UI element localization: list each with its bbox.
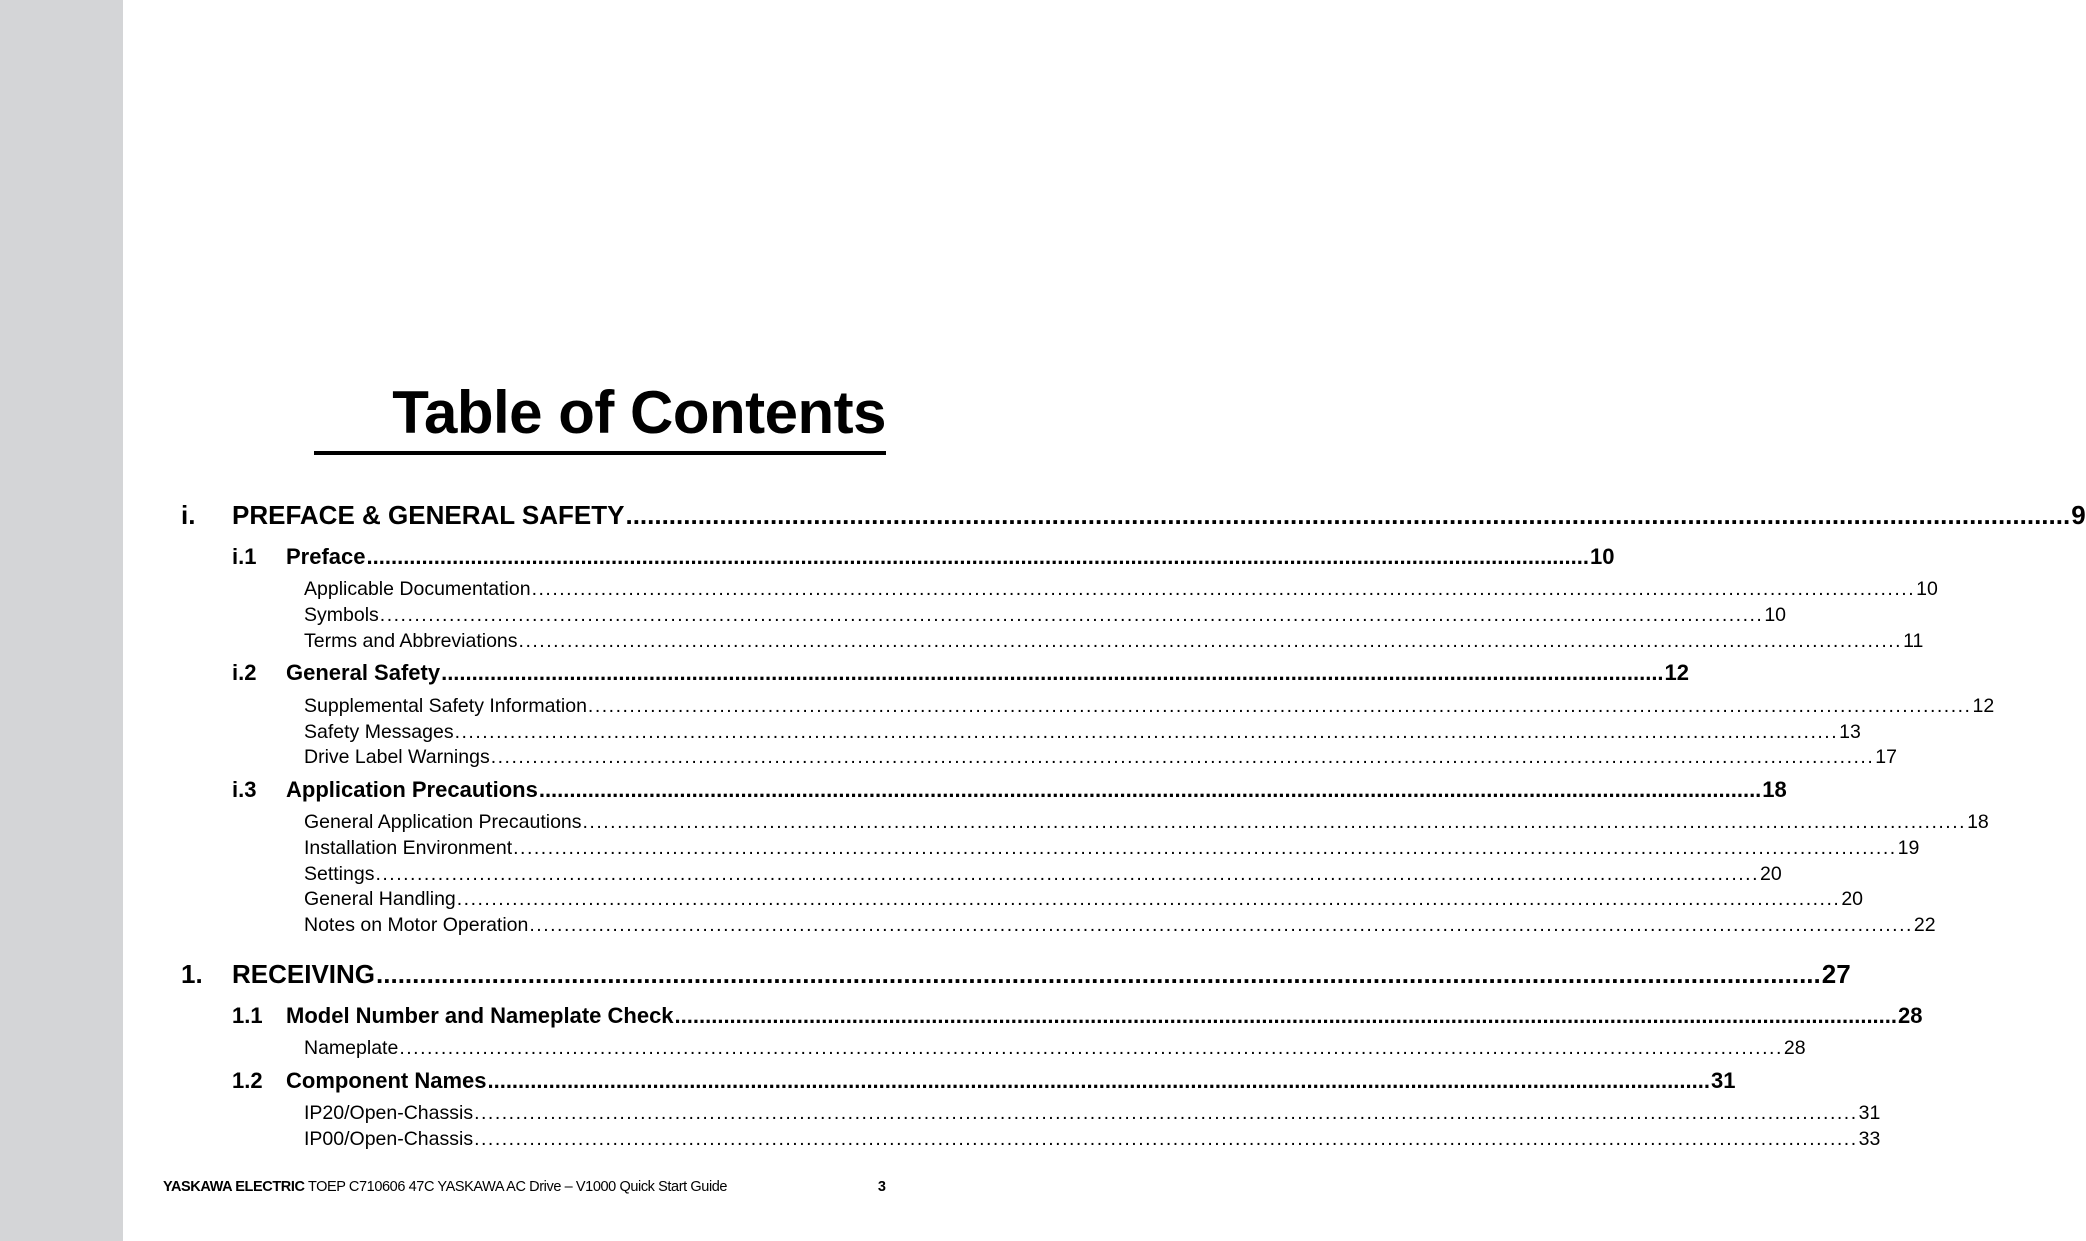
- dot-leader: ........................................................................................................................................................................................................: [366, 544, 1589, 569]
- toc-number: i.: [181, 500, 196, 530]
- toc-entry-ip20-open-chassis[interactable]: [304, 1102, 1881, 1126]
- toc-title: Application Precautions: [286, 777, 538, 802]
- toc-title: Nameplate: [304, 1037, 399, 1059]
- toc-page: 13: [1839, 721, 1861, 743]
- toc-title: IP00/Open-Chassis: [304, 1128, 474, 1150]
- toc-page: 31: [1858, 1102, 1881, 1124]
- toc-entry-settings[interactable]: [304, 863, 1782, 887]
- toc-section-model-number[interactable]: [232, 1003, 1923, 1030]
- toc-number: i.1: [232, 544, 257, 569]
- toc-page: 20: [1841, 888, 1864, 910]
- toc-title: RECEIVING: [232, 959, 376, 989]
- dot-leader: ........................................................................................................................................................................................................: [674, 1003, 1898, 1028]
- page-footer: [163, 1179, 886, 1195]
- toc-page: 12: [1972, 695, 1995, 717]
- toc-page: 20: [1760, 863, 1782, 885]
- toc-page: 10: [1916, 578, 1938, 600]
- footer-document-info: [163, 1179, 727, 1195]
- toc-title: Notes on Motor Operation: [304, 914, 529, 936]
- toc-title: General Safety: [286, 660, 441, 685]
- toc-page: 17: [1875, 746, 1897, 768]
- toc-page: 31: [1710, 1068, 1736, 1093]
- footer-document-title: TOEP C710606 47C YASKAWA AC Drive – V1000 Quick Start Guide: [304, 1179, 728, 1195]
- toc-page: 28: [1783, 1037, 1806, 1059]
- toc-page: 28: [1898, 1003, 1923, 1028]
- toc-title: General Application Precautions: [304, 811, 582, 833]
- toc-title: Preface: [286, 544, 366, 569]
- toc-title: Supplemental Safety Information: [304, 695, 587, 717]
- toc-entry-notes-on-motor-operation[interactable]: [304, 914, 1936, 938]
- toc-title: General Handling: [304, 888, 456, 910]
- toc-number: 1.1: [232, 1003, 263, 1028]
- toc-page: 10: [1764, 604, 1787, 626]
- dot-leader: ........................................................................................................................................................................................................: [490, 746, 1875, 768]
- toc-entry-installation-environment[interactable]: [304, 837, 1920, 861]
- dot-leader: ........................................................................................................................................................................................................: [474, 1102, 1858, 1124]
- toc-section-application-precautions[interactable]: [232, 777, 1787, 804]
- dot-leader: ........................................................................................................................................................................................................: [587, 695, 1972, 717]
- toc-page: 12: [1664, 660, 1690, 685]
- toc-page: 18: [1762, 777, 1787, 802]
- toc-title: Drive Label Warnings: [304, 746, 490, 768]
- dot-leader: ........................................................................................................................................................................................................: [454, 721, 1839, 743]
- toc-title: PREFACE & GENERAL SAFETY: [232, 500, 625, 530]
- dot-leader: ........................................................................................................................................................................................................: [456, 888, 1841, 910]
- footer-page-number: 3: [877, 1179, 886, 1195]
- toc-number: i.2: [232, 660, 257, 685]
- title-underline: [314, 451, 886, 455]
- toc-section-general-safety[interactable]: [232, 660, 1690, 687]
- dot-leader: ........................................................................................................................................................................................................: [474, 1128, 1858, 1150]
- toc-page: 27: [1821, 959, 1851, 989]
- toc-number: 1.2: [232, 1068, 263, 1093]
- toc-section-component-names[interactable]: [232, 1068, 1736, 1095]
- dot-leader: ........................................................................................................................................................................................................: [529, 914, 1913, 936]
- dot-leader: ........................................................................................................................................................................................................: [441, 660, 1664, 685]
- toc-title: Settings: [304, 863, 375, 885]
- dot-leader: ........................................................................................................................................................................................................: [518, 630, 1903, 652]
- dot-leader: ........................................................................................................................................................................................................: [376, 959, 1821, 989]
- toc-entry-safety-messages[interactable]: [304, 721, 1861, 745]
- dot-leader: ........................................................................................................................................................................................................: [531, 578, 1916, 600]
- dot-leader: ........................................................................................................................................................................................................: [375, 863, 1760, 885]
- footer-brand: YASKAWA ELECTRIC: [163, 1179, 305, 1195]
- toc-entry-drive-label-warnings[interactable]: [304, 746, 1897, 770]
- toc-entry-ip00-open-chassis[interactable]: [304, 1128, 1881, 1152]
- toc-title: IP20/Open-Chassis: [304, 1102, 474, 1124]
- dot-leader: ........................................................................................................................................................................................................: [379, 604, 1764, 626]
- toc-entry-general-handling[interactable]: [304, 888, 1864, 912]
- dot-leader: ........................................................................................................................................................................................................: [582, 811, 1967, 833]
- toc-chapter-receiving[interactable]: [181, 959, 1851, 991]
- toc-entry-applicable-documentation[interactable]: [304, 578, 1938, 602]
- dot-leader: ........................................................................................................................................................................................................: [399, 1037, 1783, 1059]
- toc-section-preface[interactable]: [232, 544, 1615, 571]
- toc-entry-terms-and-abbreviations[interactable]: [304, 630, 1924, 654]
- toc-page: 11: [1903, 630, 1924, 652]
- toc-number: i.3: [232, 777, 257, 802]
- toc-title: Safety Messages: [304, 721, 454, 743]
- toc-entry-supplemental-safety-information[interactable]: [304, 695, 1995, 719]
- toc-title: Model Number and Nameplate Check: [286, 1003, 674, 1028]
- toc-chapter-preface[interactable]: [181, 500, 2086, 532]
- page-title: Table of Contents: [392, 379, 886, 446]
- dot-leader: ........................................................................................................................................................................................................: [513, 837, 1897, 859]
- toc-page: 18: [1967, 811, 1989, 833]
- toc-entry-nameplate[interactable]: [304, 1037, 1806, 1061]
- toc-entry-general-application-precautions[interactable]: [304, 811, 1989, 835]
- dot-leader: ........................................................................................................................................................................................................: [538, 777, 1762, 802]
- toc-title: Symbols: [304, 604, 379, 626]
- toc-title: Component Names: [286, 1068, 487, 1093]
- toc-title: Terms and Abbreviations: [304, 630, 518, 652]
- toc-page: 10: [1589, 544, 1615, 569]
- toc-title: Installation Environment: [304, 837, 513, 859]
- toc-entry-symbols[interactable]: [304, 604, 1787, 628]
- toc-page: 33: [1858, 1128, 1881, 1150]
- toc-page: 9: [2071, 500, 2086, 530]
- toc-number: 1.: [181, 959, 203, 989]
- dot-leader: ........................................................................................................................................................................................................: [487, 1068, 1710, 1093]
- toc-page: 19: [1897, 837, 1920, 859]
- toc-title: Applicable Documentation: [304, 578, 531, 600]
- left-margin-band: [0, 0, 123, 1241]
- dot-leader: ........................................................................................................................................................................................................: [625, 500, 2071, 530]
- toc-page: 22: [1913, 914, 1936, 936]
